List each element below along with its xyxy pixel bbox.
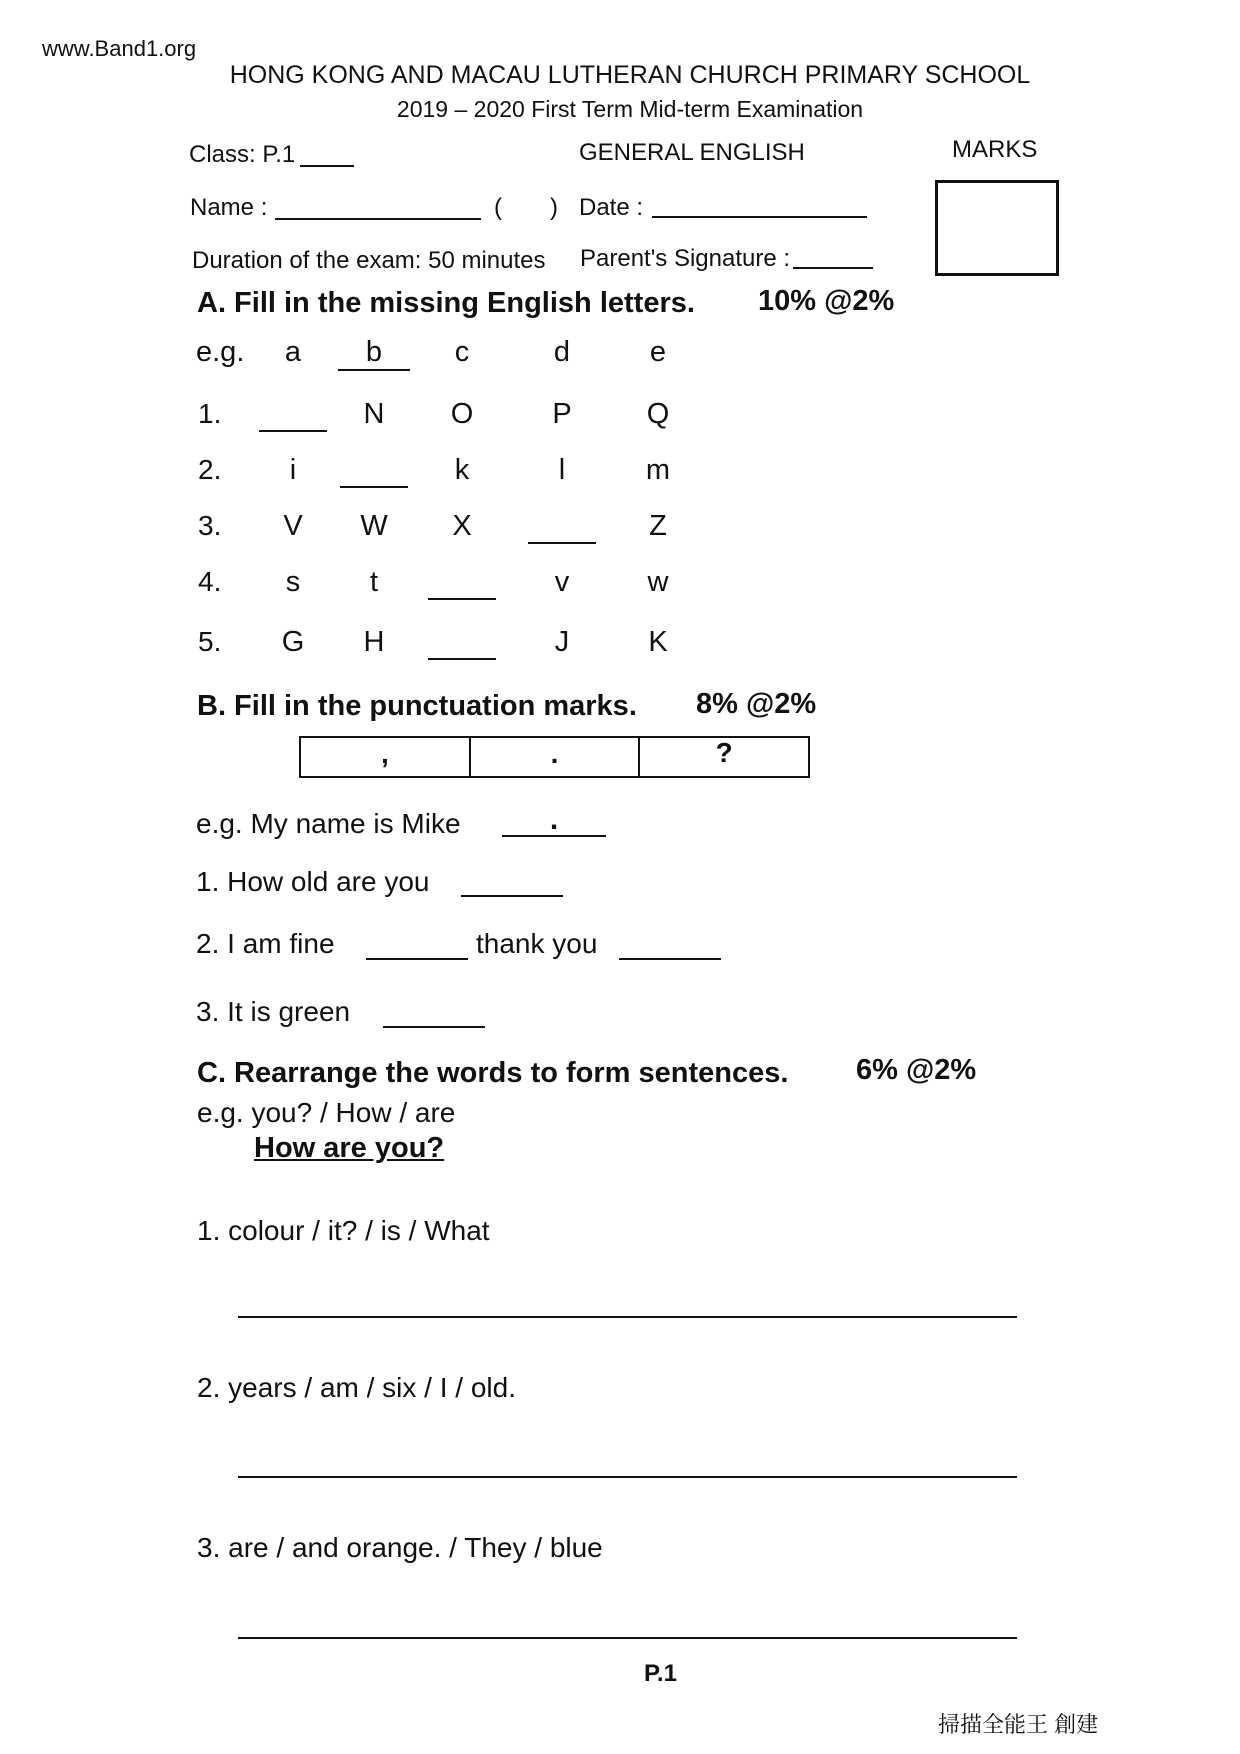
c-question-3: 3. are / and orange. / They / blue — [197, 1532, 603, 1563]
b-answer-2b[interactable] — [619, 958, 721, 960]
section-a-title: A. Fill in the missing English letters. — [197, 287, 695, 319]
paren-open: ( — [494, 194, 502, 221]
a-letter: t — [369, 566, 379, 598]
page-number: P.1 — [644, 1660, 677, 1687]
name-blank[interactable] — [275, 218, 481, 220]
a-letter: v — [554, 566, 570, 598]
punctuation-period: . — [471, 738, 641, 776]
school-name: HONG KONG AND MACAU LUTHERAN CHURCH PRIMARY SCHOOL — [229, 61, 1031, 89]
b-example-answer: . — [502, 805, 606, 837]
watermark: www.Band1.org — [42, 36, 197, 61]
a-letter-blank[interactable] — [428, 658, 496, 660]
a-letter: w — [647, 566, 669, 598]
class-blank[interactable] — [300, 165, 354, 167]
a-letter: J — [554, 626, 570, 658]
marks-label: MARKS — [952, 136, 1038, 163]
section-a-weight: 10% @2% — [758, 285, 895, 317]
a-letter: W — [360, 510, 388, 542]
a-letter: K — [648, 626, 668, 658]
date-blank[interactable] — [652, 216, 867, 218]
c-example: e.g. you? / How / are — [197, 1097, 456, 1128]
b-question-2b: thank you — [476, 928, 598, 959]
b-question-3: 3. It is green — [196, 996, 351, 1027]
a-example-letter: d — [553, 336, 571, 368]
punctuation-table — [299, 736, 810, 778]
section-c-weight: 6% @2% — [856, 1054, 977, 1086]
punctuation-comma: , — [301, 738, 471, 776]
subject: GENERAL ENGLISH — [579, 139, 805, 166]
c-example-answer: How are you? — [254, 1132, 445, 1164]
signature-blank[interactable] — [793, 267, 873, 269]
a-example-letter: b — [338, 336, 410, 371]
name-label: Name : — [190, 194, 268, 221]
a-letter: X — [452, 510, 472, 542]
paren-close: ) — [550, 194, 558, 221]
a-letter: k — [454, 454, 470, 486]
a-letter: G — [281, 626, 305, 658]
a-row-number: 1. — [198, 398, 222, 429]
duration: Duration of the exam: 50 minutes — [192, 247, 546, 274]
a-letter-blank[interactable] — [340, 486, 408, 488]
a-example-letter: c — [454, 336, 470, 368]
c-answer-2[interactable] — [238, 1476, 1017, 1478]
signature-label: Parent's Signature : — [580, 245, 791, 272]
section-c-title: C. Rearrange the words to form sentences. — [197, 1057, 789, 1089]
section-b-weight: 8% @2% — [696, 688, 817, 720]
marks-box[interactable] — [935, 180, 1059, 276]
a-letter: i — [289, 454, 297, 486]
a-example-letter: a — [284, 336, 302, 368]
a-row-number: 3. — [198, 510, 222, 541]
a-letter: H — [363, 626, 385, 658]
exam-title: 2019 – 2020 First Term Mid-term Examination — [396, 96, 864, 122]
a-row-number: 4. — [198, 566, 222, 597]
a-letter: s — [285, 566, 301, 598]
class-label: Class: P.1 — [189, 141, 296, 168]
punctuation-question: ? — [715, 737, 733, 768]
a-letter: m — [645, 454, 671, 486]
b-answer-2a[interactable] — [366, 958, 468, 960]
a-letter: Q — [646, 398, 670, 430]
a-letter: N — [363, 398, 385, 430]
b-example: e.g. My name is Mike — [196, 808, 461, 839]
date-label: Date : — [579, 194, 644, 221]
a-letter-blank[interactable] — [528, 542, 596, 544]
a-row-number: 5. — [198, 626, 222, 657]
a-letter: Z — [649, 510, 667, 542]
b-question-2a: 2. I am fine — [196, 928, 335, 959]
section-b-title: B. Fill in the punctuation marks. — [197, 690, 637, 722]
c-answer-1[interactable] — [238, 1316, 1017, 1318]
c-question-2: 2. years / am / six / I / old. — [197, 1372, 516, 1403]
a-example-label: e.g. — [196, 336, 245, 368]
b-answer-3[interactable] — [383, 1026, 485, 1028]
a-letter: O — [450, 398, 474, 430]
scanner-credit: 掃描全能王 創建 — [938, 1712, 1099, 1737]
a-letter-blank[interactable] — [428, 598, 496, 600]
a-row-number: 2. — [198, 454, 222, 485]
b-question-1: 1. How old are you — [196, 866, 430, 897]
c-question-1: 1. colour / it? / is / What — [197, 1215, 490, 1246]
a-letter: P — [552, 398, 572, 430]
a-example-letter: e — [649, 336, 667, 368]
a-letter-blank[interactable] — [259, 430, 327, 432]
a-letter: l — [558, 454, 566, 486]
b-answer-1[interactable] — [461, 895, 563, 897]
a-letter: V — [283, 510, 303, 542]
c-answer-3[interactable] — [238, 1637, 1017, 1639]
